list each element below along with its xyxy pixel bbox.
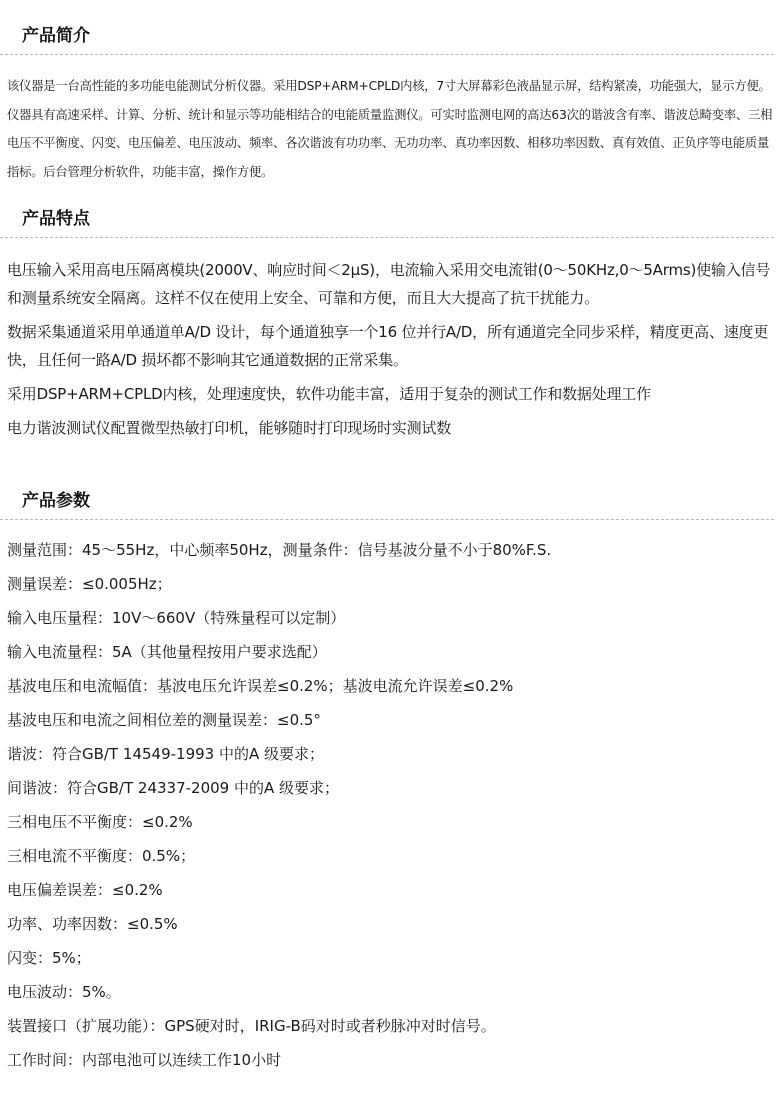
features-section-header	[0, 209, 774, 238]
params-section-title: 产品参数	[22, 491, 90, 511]
params-section-header	[0, 491, 774, 520]
param-item: 基波电压和电流幅值：基波电压允许误差≤0.2%；基波电流允许误差≤0.2%	[7, 677, 514, 695]
param-item: 工作时间：内部电池可以连续工作10小时	[7, 1051, 282, 1069]
features-list	[7, 256, 773, 448]
param-item: 测量范围：45～55Hz，中心频率50Hz，测量条件：信号基波分量不小于80%F.S.	[7, 541, 552, 559]
param-item: 功率、功率因数：≤0.5%	[7, 915, 178, 933]
feature-item: 采用DSP+ARM+CPLD内核，处理速度快，软件功能丰富，适用于复杂的测试工作和数据处理工作	[7, 385, 651, 403]
feature-item: 电压输入采用高电压隔离模块(2000V、响应时间＜2μS)，电流输入采用交电流钳(0～50KHz,0～5Arms)使输入信号和测量系统安全隔离。这样不仅在使用上安全、可靠和方便，而且大大提高了抗干扰能力。	[7, 261, 771, 307]
param-item: 谐波：符合GB/T 14549-1993 中的A 级要求；	[7, 745, 325, 763]
params-list	[7, 538, 773, 1082]
param-item: 电压波动：5%。	[7, 983, 121, 1001]
param-item: 间谐波：符合GB/T 24337-2009 中的A 级要求；	[7, 779, 340, 797]
param-item: 测量误差：≤0.005Hz；	[7, 575, 172, 593]
param-item: 输入电压量程：10V～660V（特殊量程可以定制）	[7, 609, 346, 627]
param-item: 输入电流量程：5A（其他量程按用户要求选配）	[7, 643, 327, 661]
intro-section-title: 产品简介	[22, 26, 90, 46]
param-item: 闪变：5%；	[7, 949, 91, 967]
intro-paragraph: 该仪器是一台高性能的多功能电能测试分析仪器。采用DSP+ARM+CPLD内核，7寸大屏幕彩色液晶显示屏，结构紧凑，功能强大，显示方便。仪器具有高速采样、计算、分析、统计和显示等功能相结合的电能质量监测仪。可实时监测电网的高达63次的谐波含有率、谐波总畸变率、三相电压不平衡度、闪变、电压偏差、电压波动、频率、各次谐波有功功率、无功功率、真功率因数、相移功率因数、真有效值、正负序等电能质量指标。后台管理分析软件，功能丰富，操作方便。	[7, 79, 773, 179]
feature-item: 电力谐波测试仪配置微型热敏打印机，能够随时打印现场时实测试数	[7, 419, 452, 437]
param-item: 基波电压和电流之间相位差的测量误差：≤0.5°	[7, 711, 321, 729]
param-item: 电压偏差误差：≤0.2%	[7, 881, 163, 899]
feature-item: 数据采集通道采用单通道单A/D 设计，每个通道独享一个16 位并行A/D，所有通道完全同步采样，精度更高、速度更快，且任何一路A/D 损坏都不影响其它通道数据的正常采集。	[7, 323, 769, 369]
param-item: 三相电流不平衡度：0.5%；	[7, 847, 196, 865]
intro-section-header	[0, 26, 774, 55]
features-section-title: 产品特点	[22, 209, 90, 229]
param-item: 三相电压不平衡度：≤0.2%	[7, 813, 193, 831]
param-item: 装置接口（扩展功能）：GPS硬对时，IRIG-B码对时或者秒脉冲对时信号。	[7, 1017, 496, 1035]
